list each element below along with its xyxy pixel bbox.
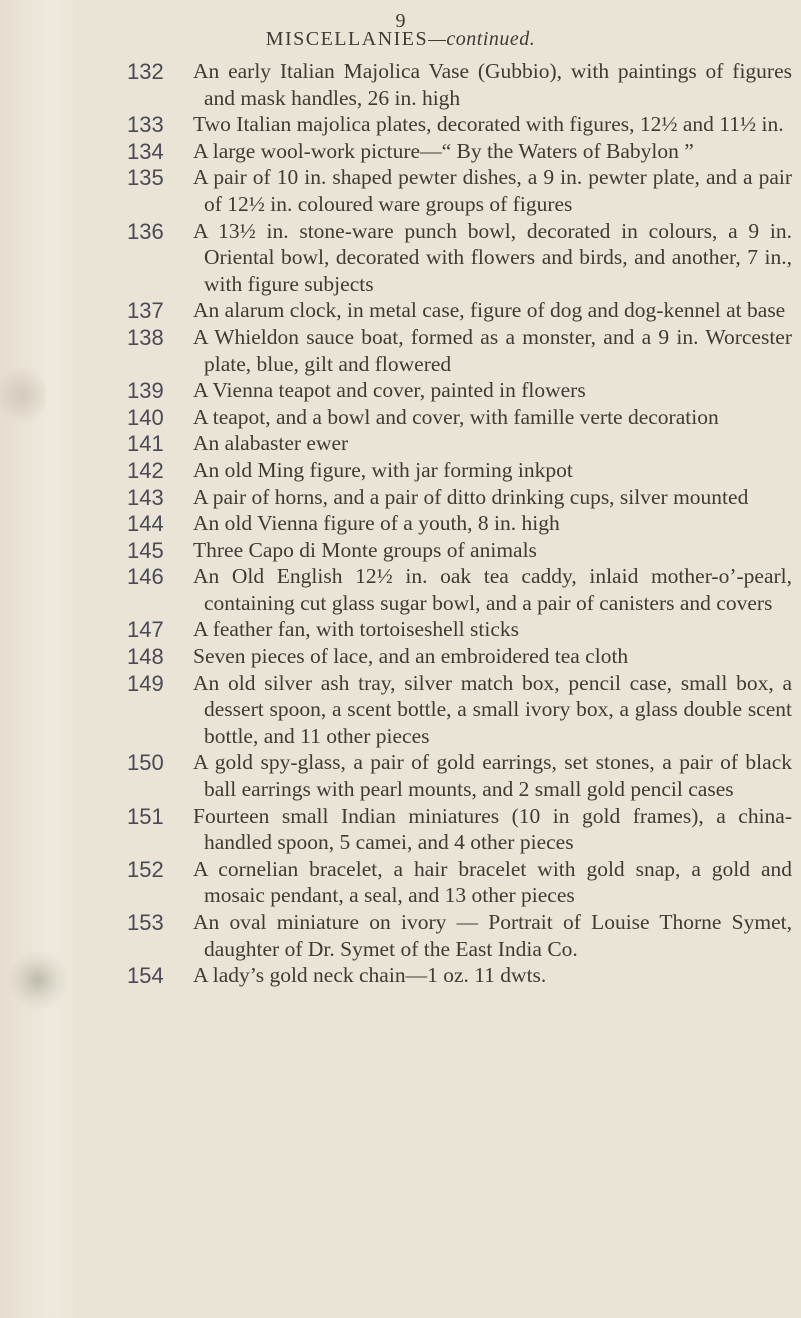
lot-number: 151: [127, 803, 164, 829]
lot-number: 134: [127, 138, 164, 164]
lot-entry: [0, 164, 801, 217]
lot-description: A pair of 10 in. shaped pewter dishes, a 9 in. pewter plate, and a pair of 12½ in. coloured ware groups of figures: [193, 165, 792, 216]
lot-description: A gold spy-glass, a pair of gold earrings, set stones, a pair of black ball earrings with pearl mounts, and 2 small gold pencil cases: [193, 750, 792, 802]
lot-number: 142: [127, 457, 164, 483]
lot-description: An alarum clock, in metal case, figure of dog and dog-kennel at base: [193, 298, 786, 323]
lot-description: A feather fan, with tortoiseshell sticks: [193, 617, 520, 642]
lot-number: 148: [127, 644, 164, 670]
lot-entry: [0, 909, 801, 962]
lot-number: 143: [127, 484, 164, 510]
lot-entry: [0, 563, 801, 616]
page-number: 9: [395, 10, 406, 32]
lot-description: A 13½ in. stone-ware punch bowl, decorated in colours, a 9 in. Oriental bowl, decorated with flowers and birds, and another, 7 in., with figure subjects: [193, 218, 792, 296]
lot-number: 138: [127, 324, 164, 350]
lot-description: An old silver ash tray, silver match box, pencil case, small box, a dessert spoon, a scent bottle, a small ivory box, a glass double scent bottle, and 11 other pieces: [193, 670, 792, 748]
lot-entry: [0, 430, 801, 457]
lot-number: 145: [127, 537, 164, 563]
lot-entry: [0, 297, 801, 324]
lot-entry: [0, 138, 801, 165]
lot-number: 136: [127, 218, 164, 244]
lot-description: A lady’s gold neck chain—1 oz. 11 dwts.: [193, 963, 547, 988]
lot-entry: [0, 643, 801, 670]
lot-number: 153: [127, 910, 164, 935]
lot-entry: [0, 324, 801, 377]
lot-number: 132: [127, 59, 164, 84]
lot-description: A large wool-work picture—“ By the Waters of Babylon ”: [193, 138, 694, 163]
lot-entry: [0, 856, 801, 909]
lot-entry: [0, 803, 801, 856]
lot-entry: [0, 616, 801, 643]
lot-entry: [0, 749, 801, 802]
lot-number: 137: [127, 298, 164, 324]
lot-description: An alabaster ewer: [193, 431, 349, 456]
lot-description: Three Capo di Monte groups of animals: [193, 537, 537, 562]
lot-entry: [0, 484, 801, 511]
lot-number: 140: [127, 404, 164, 430]
lot-description: Seven pieces of lace, and an embroidered tea cloth: [193, 644, 629, 669]
lot-number: 150: [127, 750, 164, 776]
lot-description: A cornelian bracelet, a hair bracelet with gold snap, a gold and mosaic pendant, a seal, and 13 other pieces: [193, 856, 792, 908]
lot-description: An old Ming figure, with jar forming inkpot: [193, 457, 573, 482]
section-heading-suffix: —continued.: [428, 28, 536, 50]
lot-entry: [0, 457, 801, 484]
lot-number: 152: [127, 856, 164, 882]
lot-entry: [0, 58, 801, 111]
lot-number: 133: [127, 112, 164, 138]
lot-description: An early Italian Majolica Vase (Gubbio), with paintings of figures and mask handles, 26 in. high: [193, 59, 792, 110]
lot-number: 154: [127, 963, 164, 989]
lot-entry: [0, 377, 801, 404]
lot-entry: [0, 670, 801, 750]
lot-description: A Vienna teapot and cover, painted in flowers: [193, 378, 586, 403]
lot-number: 139: [127, 378, 164, 404]
lot-description: A pair of horns, and a pair of ditto drinking cups, silver mounted: [193, 484, 749, 509]
lot-list: [0, 58, 801, 989]
lot-description: Fourteen small Indian miniatures (10 in gold frames), a china-handled spoon, 5 camei, and 4 other pieces: [193, 803, 792, 855]
lot-entry: [0, 962, 801, 989]
lot-description: An old Vienna figure of a youth, 8 in. high: [193, 511, 560, 536]
lot-description: A Whieldon sauce boat, formed as a monster, and a 9 in. Worcester plate, blue, gilt and flowered: [193, 324, 792, 376]
lot-entry: [0, 218, 801, 298]
lot-number: 146: [127, 564, 164, 590]
lot-description: An oval miniature on ivory — Portrait of Louise Thorne Symet, daughter of Dr. Symet of the East India Co.: [193, 910, 792, 961]
lot-number: 149: [127, 670, 164, 696]
lot-number: 141: [127, 431, 164, 457]
lot-number: 147: [127, 617, 164, 643]
lot-number: 144: [127, 511, 164, 537]
section-heading: [0, 28, 801, 51]
lot-description: A teapot, and a bowl and cover, with famille verte decoration: [193, 404, 719, 429]
lot-entry: [0, 510, 801, 537]
lot-description: An Old English 12½ in. oak tea caddy, inlaid mother-o’-pearl, containing cut glass sugar bowl, and a pair of canisters and covers: [193, 564, 792, 615]
lot-entry: [0, 404, 801, 431]
lot-entry: [0, 537, 801, 564]
lot-number: 135: [127, 165, 164, 191]
lot-description: Two Italian majolica plates, decorated with figures, 12½ and 11½ in.: [193, 112, 784, 137]
section-heading-text: MISCELLANIES: [265, 28, 429, 50]
lot-entry: [0, 111, 801, 138]
